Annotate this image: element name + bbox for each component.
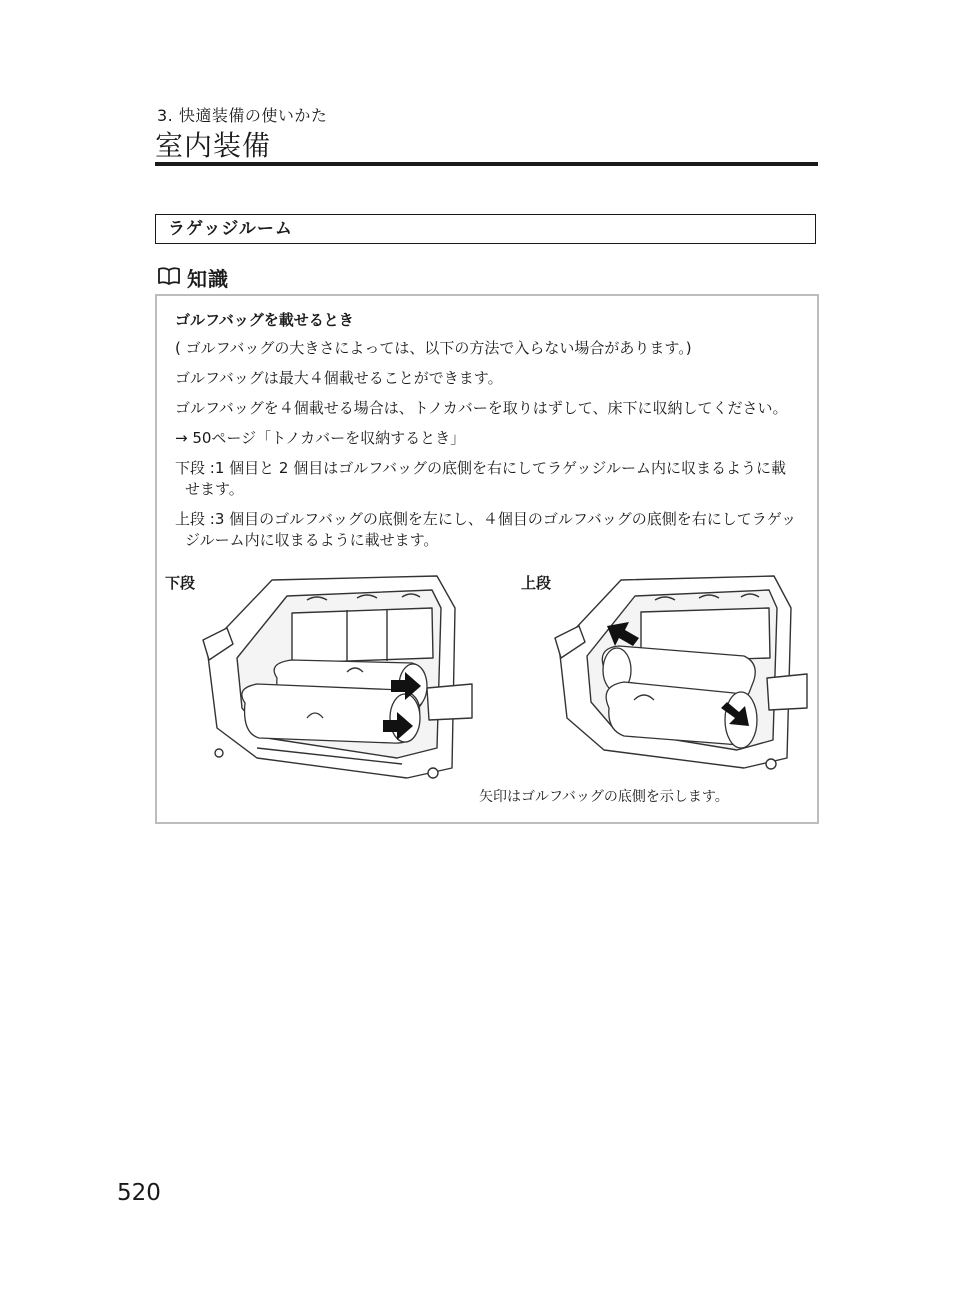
chapter-heading: 3. 快適装備の使いかた (157, 106, 328, 125)
tip-paragraph: 下段 :1 個目と 2 個目はゴルフバッグの底側を右にしてラゲッジルーム内に収まるように載せます。 (175, 459, 787, 498)
tip-content (175, 310, 799, 560)
lower-caption: 下段 (165, 574, 196, 592)
knowledge-label: 知識 (187, 267, 229, 291)
tip-paragraph: ゴルフバッグは最大４個載せることができます。 (175, 369, 503, 387)
book-icon (157, 266, 181, 290)
title-divider (155, 162, 818, 166)
tip-paragraph: 上段 :3 個目のゴルフバッグの底側を左にし、４個目のゴルフバッグの底側を右にしてラゲッジルーム内に収まるように載せます。 (175, 510, 797, 549)
upper-loading-illustration (549, 568, 809, 778)
page-title: 室内装備 (155, 129, 272, 162)
tip-box (155, 294, 819, 824)
page-reference-link[interactable]: → 50ページ「トノカバーを収納するとき」 (175, 429, 466, 447)
knowledge-heading (157, 263, 229, 292)
lower-loading-illustration (197, 568, 477, 788)
section-title: ラゲッジルーム (155, 214, 816, 244)
tip-paragraph: ( ゴルフバッグの大きさによっては、以下の方法で入らない場合があります。) (175, 339, 692, 357)
tip-paragraph: ゴルフバッグを４個載せる場合は、トノカバーを取りはずして、床下に収納してください。 (175, 399, 788, 417)
figure-note: 矢印はゴルフバッグの底側を示します。 (479, 789, 729, 805)
page-number: 520 (117, 1180, 161, 1206)
upper-caption: 上段 (521, 574, 552, 592)
tip-heading: ゴルフバッグを載せるとき (175, 311, 354, 329)
